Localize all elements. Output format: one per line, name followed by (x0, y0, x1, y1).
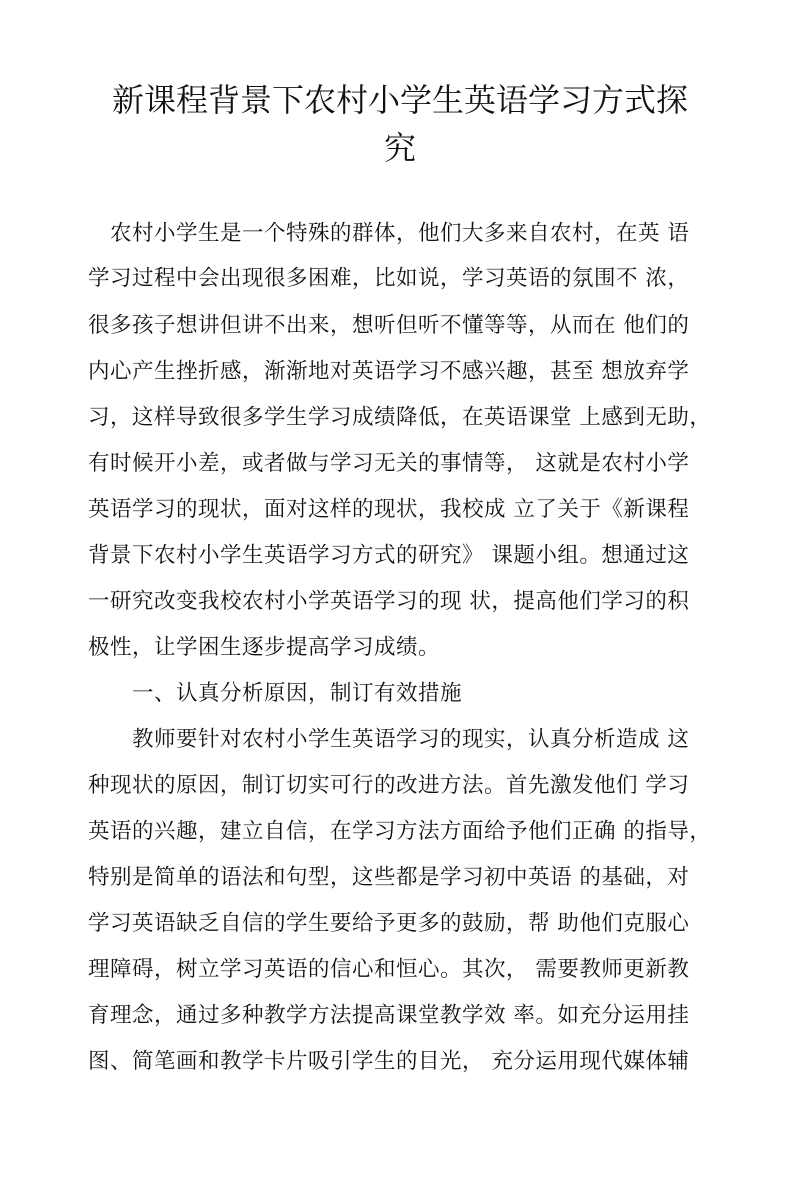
body-line: 特别是简单的语法和句型，这些都是学习初中英语 的基础，对 (88, 865, 690, 890)
body-line: 种现状的原因，制订切实可行的改进方法。首先激发他们 学习 (88, 773, 690, 798)
body-line: 极性，让学困生逐步提高学习成绩。 (88, 635, 441, 660)
body-line: 有时候开小差，或者做与学习无关的事情等， 这就是农村小学 (88, 451, 690, 476)
body-line: 学习过程中会出现很多困难，比如说，学习英语的氛围不 浓， (88, 266, 690, 291)
document-title (60, 76, 740, 172)
body-line: 学习英语缺乏自信的学生要给予更多的鼓励，帮 助他们克服心 (88, 911, 690, 936)
body-line: 育理念，通过多种教学方法提高课堂教学效 率。如充分运用挂 (88, 1003, 690, 1028)
body-line: 教师要针对农村小学生英语学习的现实，认真分析造成 这 (88, 727, 690, 752)
body-line: 背景下农村小学生英语学习方式的研究》 课题小组。想通过这 (88, 543, 690, 568)
body-line: 内心产生挫折感，渐渐地对英语学习不感兴趣，甚至 想放弃学 (88, 359, 690, 384)
body-line: 英语学习的现状，面对这样的现状，我校成 立了关于《新课程 (88, 497, 690, 522)
body-line: 图、简笔画和教学卡片吸引学生的目光， 充分运用现代媒体辅 (88, 1049, 690, 1074)
body-line: 英语的兴趣，建立自信，在学习方法方面给予他们正确 的指导， (88, 819, 712, 844)
body-line: 很多孩子想讲但讲不出来，想听但听不懂等等，从而在 他们的 (88, 313, 690, 338)
body-line: 农村小学生是一个特殊的群体，他们大多来自农村，在英 语 (88, 221, 690, 246)
title-line-1: 新课程背景下农村小学生英语学习方式探 (111, 81, 688, 119)
section-heading: 一、认真分析原因，制订有效措施 (88, 681, 463, 706)
title-line-2: 究 (383, 129, 416, 167)
body-line: 理障碍，树立学习英语的信心和恒心。其次， 需要教师更新教 (88, 957, 690, 982)
body-line: 习，这样导致很多学生学习成绩降低，在英语课堂 上感到无助， (88, 405, 712, 430)
body-line: 一研究改变我校农村小学英语学习的现 状，提高他们学习的积 (88, 589, 690, 614)
